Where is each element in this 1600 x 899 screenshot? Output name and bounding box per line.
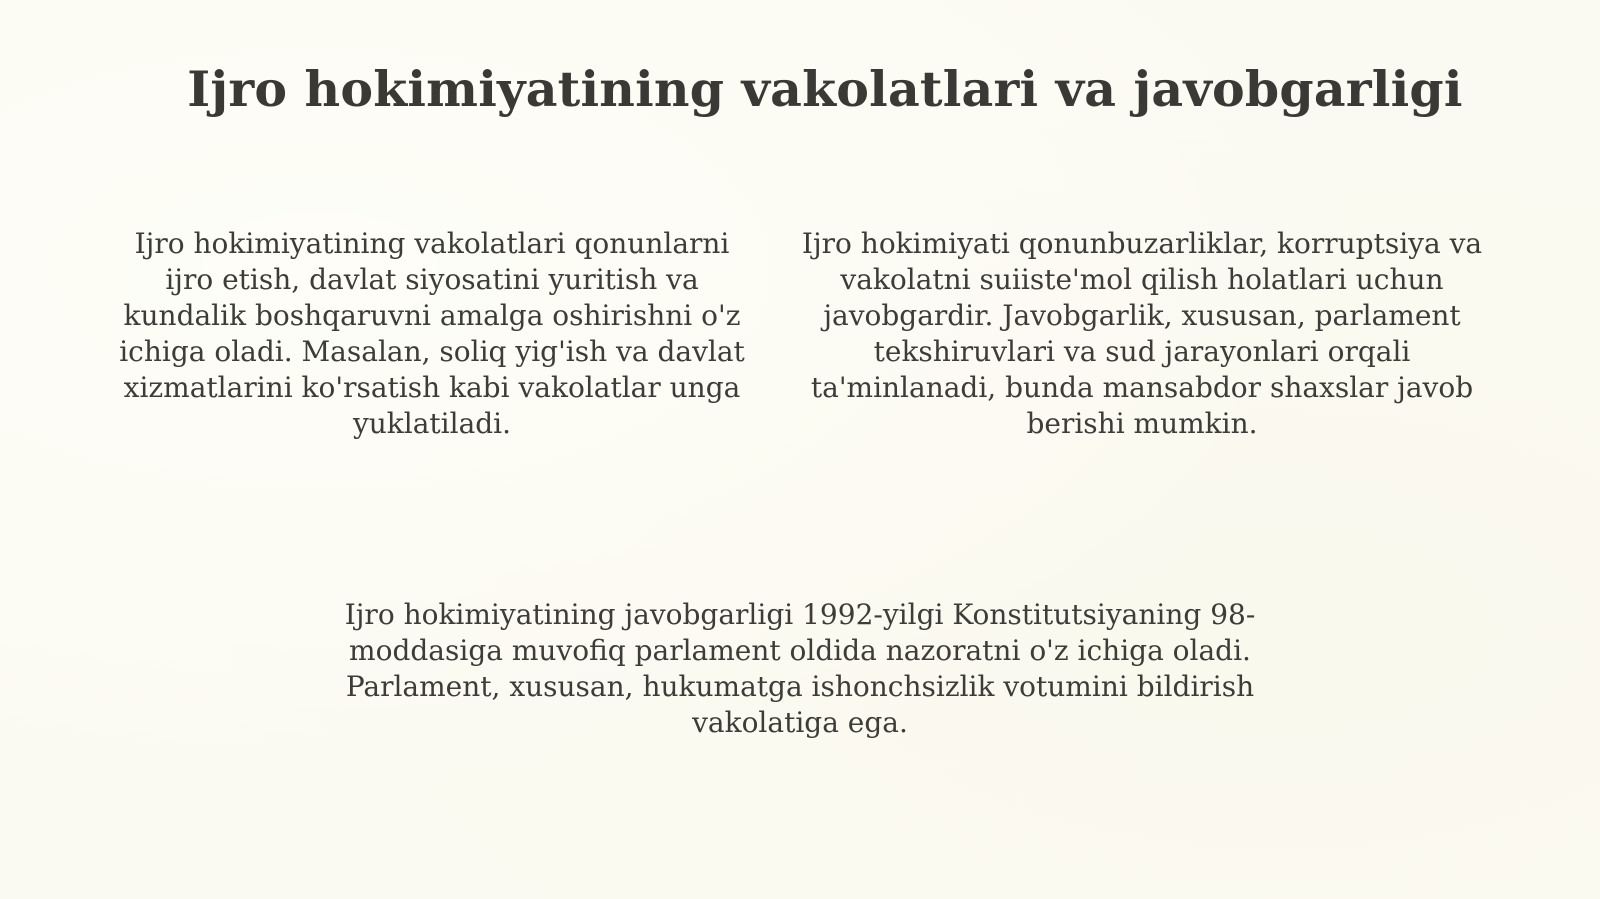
responsibility-paragraph: Ijro hokimiyati qonunbuzarliklar, korruptsiya va vakolatni suiiste'mol qilish holatlari uchun javobgardir. Javobgarlik, xususan, parlament tekshiruvlari va sud jarayonlari orqali ta'minlanadi, bunda mansabdor shaxslar javob berishi mumkin.	[801, 227, 1483, 440]
slide-title: Ijro hokimiyatining vakolatlari va javobgarligi	[187, 60, 1463, 118]
constitution-paragraph: Ijro hokimiyatining javobgarligi 1992-yilgi Konstitutsiyaning 98-moddasiga muvofiq parlament oldida nazoratni o'z ichiga oladi. Parlament, xususan, hukumatga ishonchsizlik votumini bildirish vakolatiga ega.	[344, 598, 1256, 739]
powers-paragraph: Ijro hokimiyatining vakolatlari qonunlarni ijro etish, davlat siyosatini yuritish va kundalik boshqaruvni amalga oshirishni o'z ichiga oladi. Masalan, soliq yig'ish va davlat xizmatlarini ko'rsatish kabi vakolatlar unga yuklatiladi.	[119, 227, 745, 440]
